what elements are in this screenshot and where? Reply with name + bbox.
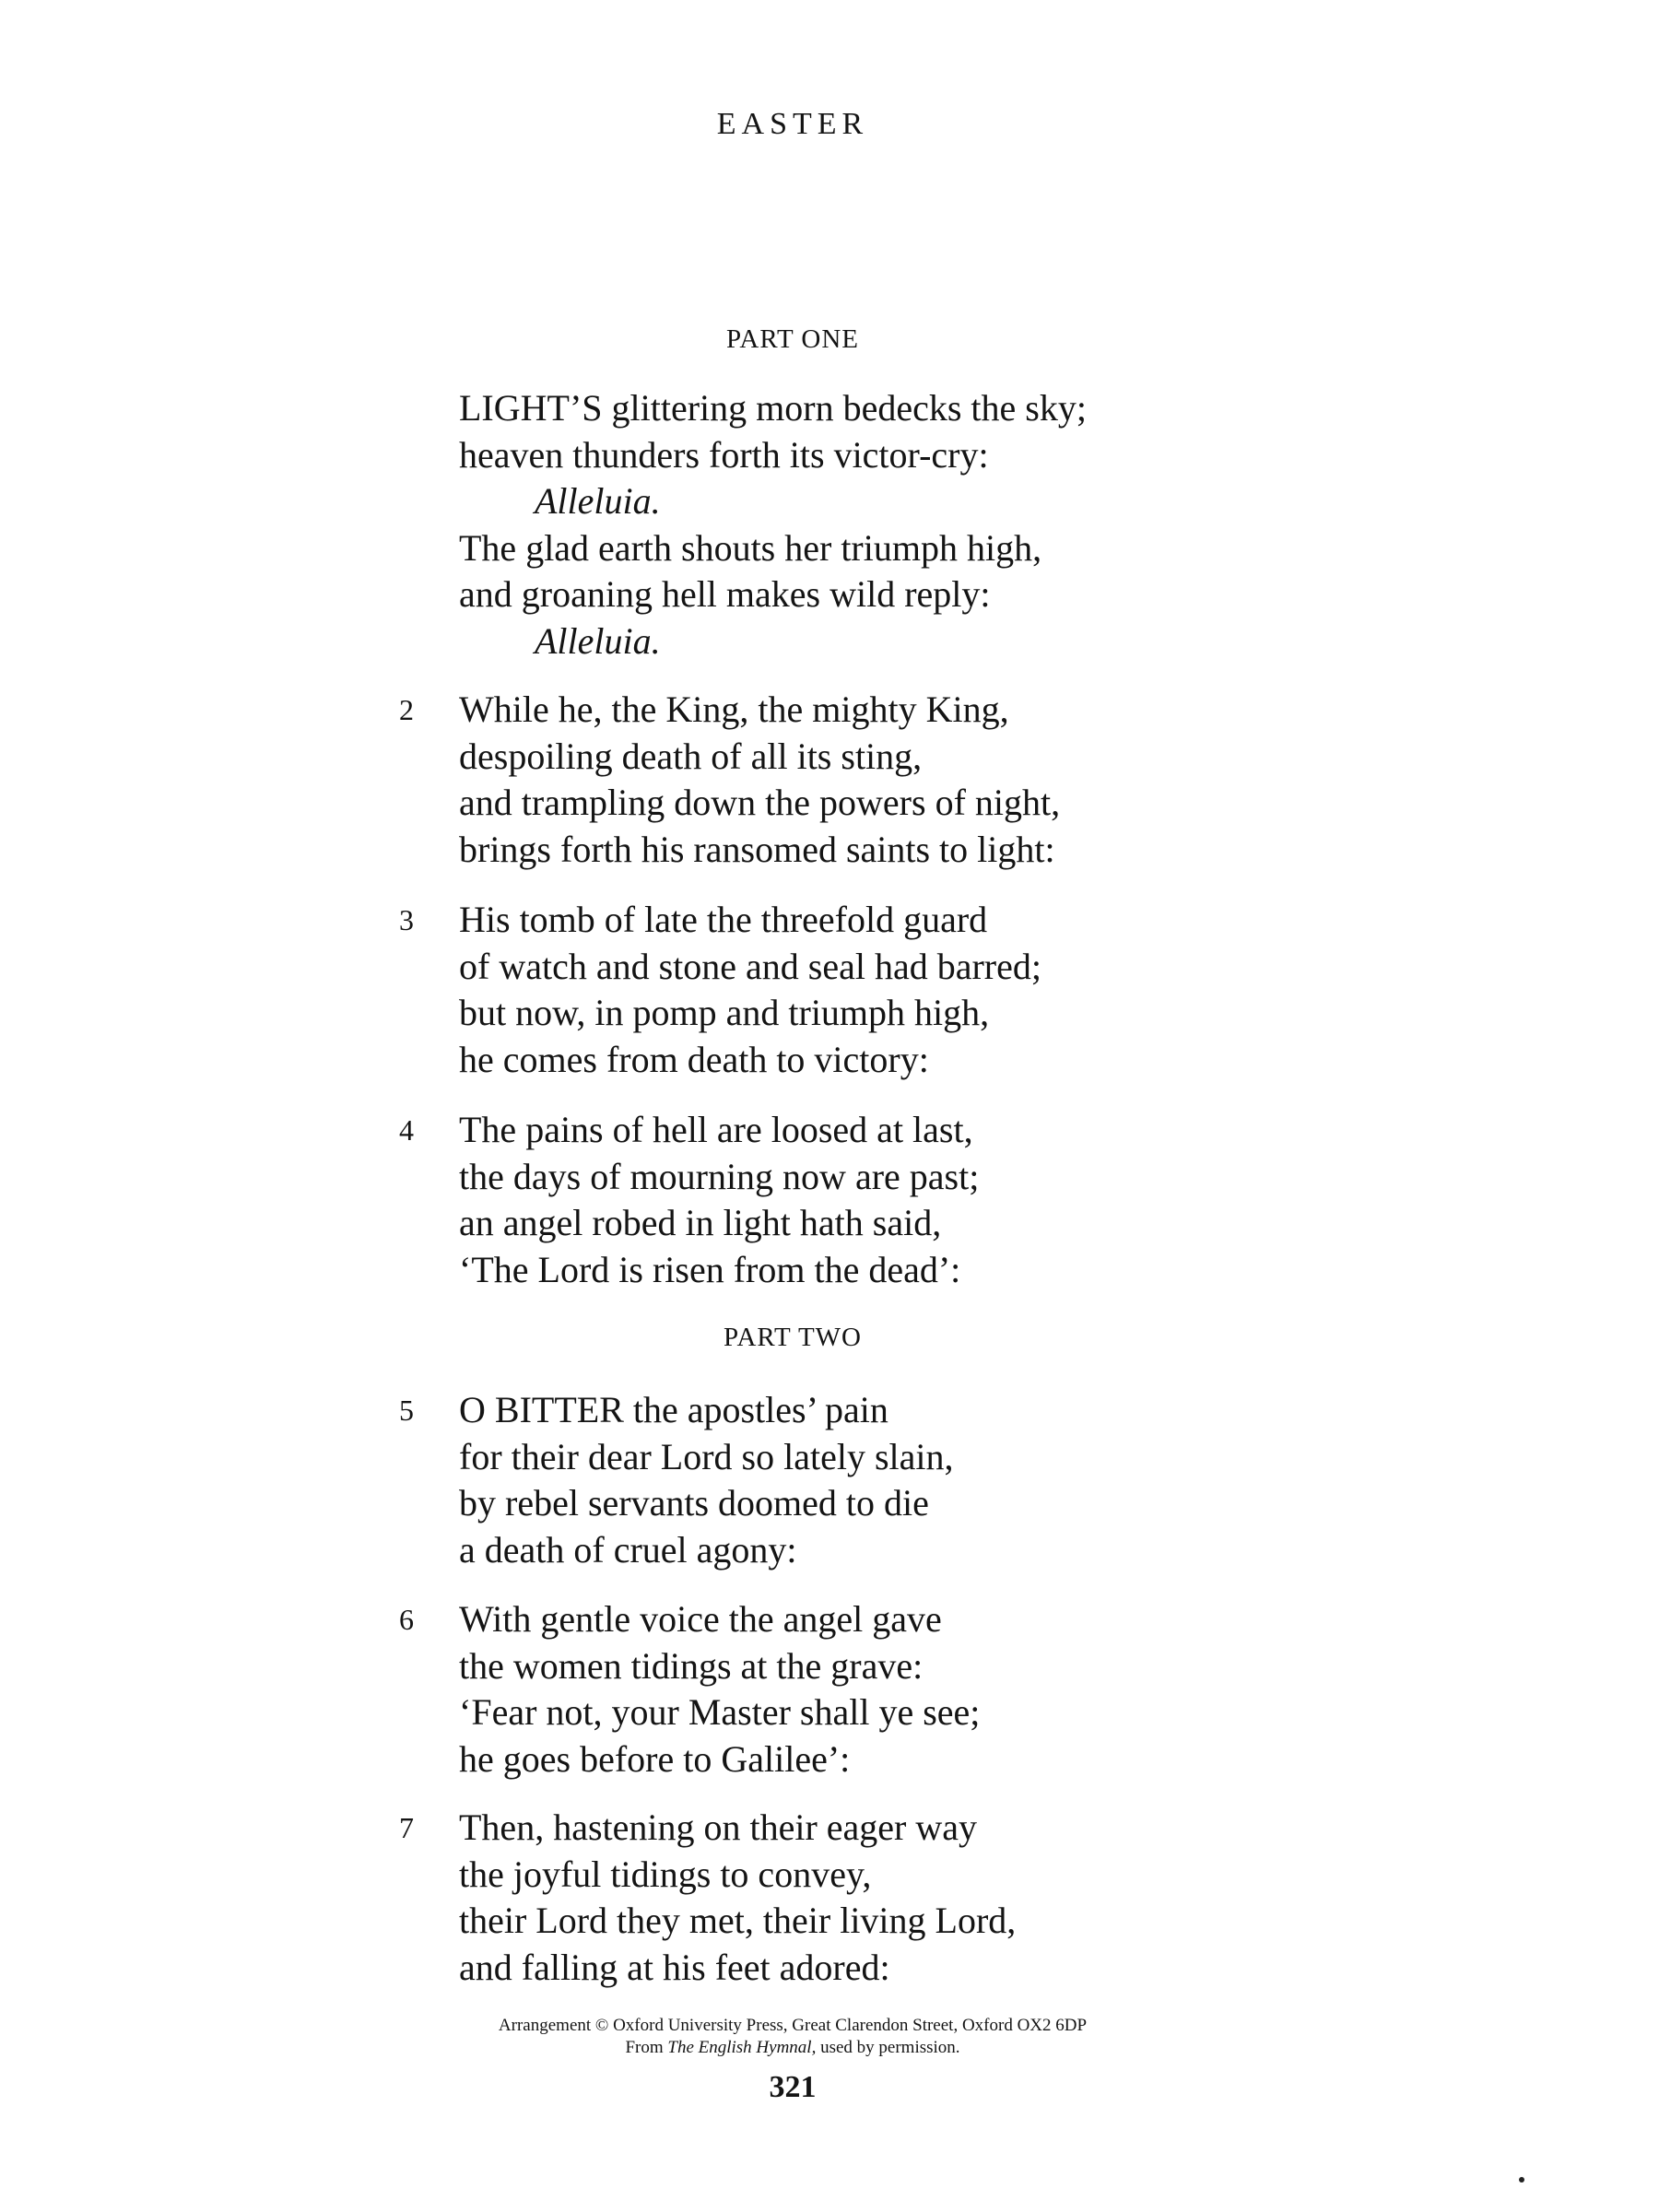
verse-line: The glad earth shouts her triumph high, — [459, 526, 1042, 569]
source-suffix: used by permission. — [820, 2038, 960, 2057]
verse-line: a death of cruel agony: — [459, 1528, 797, 1571]
scan-speck — [1519, 2177, 1524, 2183]
verse-line: With gentle voice the angel gave — [459, 1598, 942, 1640]
verse-line: an angel robed in light hath said, — [459, 1202, 942, 1243]
verse-line: the days of mourning now are past; — [459, 1155, 980, 1197]
verse-line: While he, the King, the mighty King, — [459, 688, 1009, 730]
verse-line: for their dear Lord so lately slain, — [459, 1435, 954, 1477]
stanza-number: 6 — [399, 1603, 414, 1636]
part-two-heading: PART TWO — [724, 1323, 862, 1352]
stanza-6 — [399, 1596, 1473, 1783]
alleluia-refrain: Alleluia. — [535, 619, 661, 662]
stanza-4 — [399, 1107, 1473, 1293]
source-title: The English Hymnal, — [667, 2038, 817, 2057]
verse-line: but now, in pomp and triumph high, — [459, 992, 990, 1033]
verse-line: and falling at his feet adored: — [459, 1946, 890, 1988]
source-prefix: From — [625, 2038, 664, 2057]
verse-line: brings forth his ransomed saints to light: — [459, 828, 1055, 870]
verse-line: the joyful tidings to convey, — [459, 1853, 872, 1895]
copyright-note — [0, 2015, 1585, 2059]
stanza-number: 2 — [399, 693, 414, 726]
page-number: 321 — [769, 2070, 817, 2104]
stanza-1 — [459, 385, 1473, 665]
stanza-number: 3 — [399, 903, 414, 936]
verse-line: ‘The Lord is risen from the dead’: — [459, 1248, 961, 1290]
stanza-number: 5 — [399, 1394, 414, 1427]
verse-line: His tomb of late the threefold guard — [459, 899, 988, 940]
copyright-line: Arrangement © Oxford University Press, Great Clarendon Street, Oxford OX2 6DP — [498, 2016, 1088, 2035]
verse-line: of watch and stone and seal had barred; — [459, 945, 1041, 987]
verse-line: despoiling death of all its sting, — [459, 735, 923, 777]
verse-line: by rebel servants doomed to die — [459, 1482, 929, 1524]
stanza-5 — [399, 1387, 1473, 1573]
verse-line: their Lord they met, their living Lord, — [459, 1900, 1017, 1941]
verse-line: and groaning hell makes wild reply: — [459, 573, 991, 615]
verse-line: and trampling down the powers of night, — [459, 782, 1061, 823]
verse-line: Then, hastening on their eager way — [459, 1806, 978, 1848]
running-head: EASTER — [716, 107, 869, 141]
part-one-heading: PART ONE — [725, 324, 860, 354]
stanza-number: 4 — [399, 1113, 414, 1147]
stanza-3 — [399, 897, 1473, 1083]
alleluia-refrain: Alleluia. — [535, 480, 661, 522]
verse-line: he goes before to Galilee’: — [459, 1737, 851, 1780]
verse-line: O BITTER the apostles’ pain — [459, 1389, 888, 1430]
stanza-7 — [399, 1805, 1473, 1991]
verse-line: LIGHT’S glittering morn bedecks the sky; — [459, 387, 1087, 429]
source-line — [0, 2037, 1585, 2059]
stanza-number: 7 — [399, 1811, 414, 1844]
verse-line: heaven thunders forth its victor-cry: — [459, 433, 989, 476]
verse-line: he comes from death to victory: — [459, 1038, 929, 1080]
verse-line: The pains of hell are loosed at last, — [459, 1109, 973, 1150]
verse-line: ‘Fear not, your Master shall ye see; — [459, 1691, 981, 1733]
stanza-2 — [399, 687, 1473, 873]
verse-line: the women tidings at the grave: — [459, 1644, 924, 1687]
